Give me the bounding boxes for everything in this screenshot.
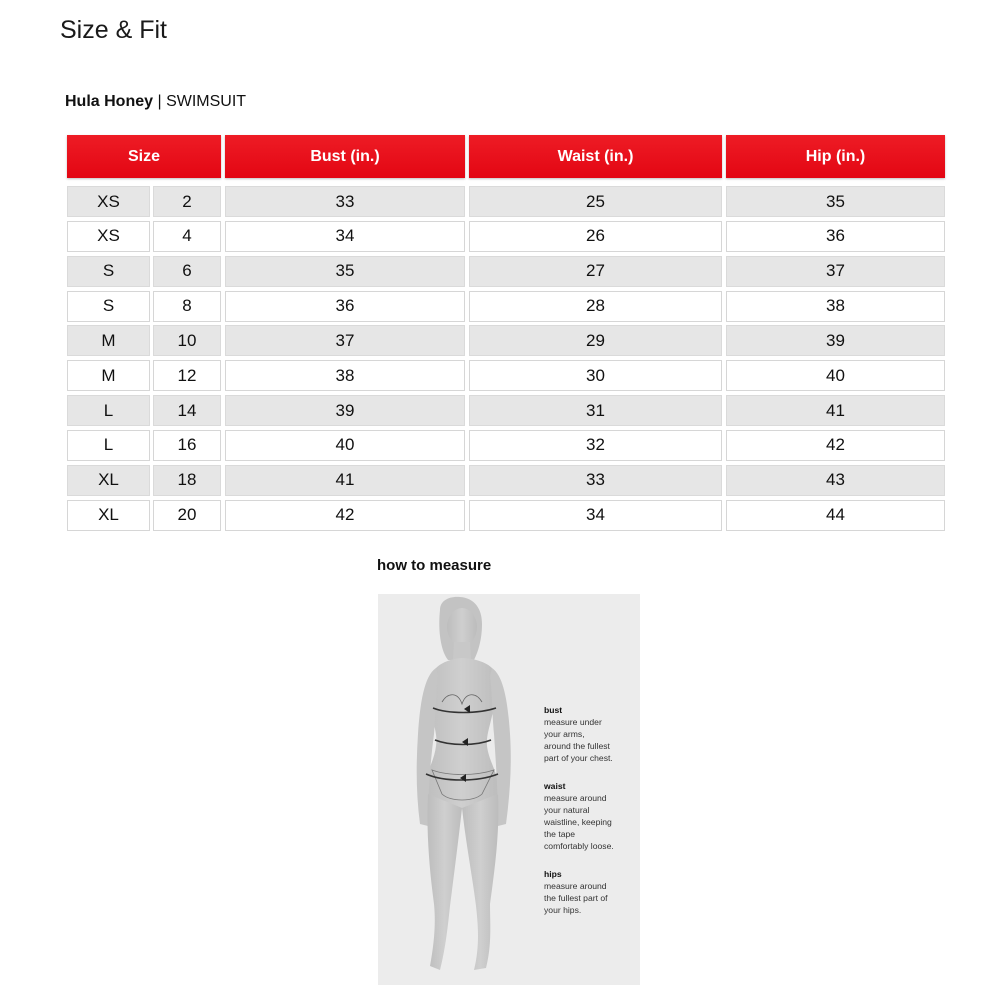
cell-num: 16 <box>153 430 221 461</box>
cell-waist: 26 <box>469 221 722 252</box>
cell-hip: 43 <box>726 465 945 496</box>
cell-size: L <box>67 430 150 461</box>
table-row <box>0 500 1000 531</box>
cell-bust: 38 <box>225 360 465 391</box>
cell-hip: 37 <box>726 256 945 287</box>
cell-hip: 36 <box>726 221 945 252</box>
cell-num: 18 <box>153 465 221 496</box>
header-waist: Waist (in.) <box>469 135 722 178</box>
bust-guide <box>544 704 636 764</box>
cell-waist: 30 <box>469 360 722 391</box>
cell-num: 8 <box>153 291 221 322</box>
hips-guide <box>544 868 636 916</box>
cell-bust: 33 <box>225 186 465 217</box>
cell-hip: 38 <box>726 291 945 322</box>
how-to-measure-panel <box>378 594 640 985</box>
cell-waist: 31 <box>469 395 722 426</box>
guide-line: your arms, <box>544 729 585 739</box>
header-size: Size <box>67 135 221 178</box>
product-line <box>65 93 246 111</box>
brand-name: Hula Honey <box>65 93 154 110</box>
table-row <box>0 256 1000 287</box>
cell-bust: 36 <box>225 291 465 322</box>
guide-line: the fullest part of <box>544 893 608 903</box>
bust-guide-title: bust <box>544 705 563 715</box>
cell-waist: 34 <box>469 500 722 531</box>
cell-hip: 42 <box>726 430 945 461</box>
cell-num: 14 <box>153 395 221 426</box>
cell-bust: 39 <box>225 395 465 426</box>
product-separator: | <box>153 93 167 110</box>
cell-waist: 33 <box>469 465 722 496</box>
waist-guide <box>544 780 636 852</box>
cell-num: 20 <box>153 500 221 531</box>
cell-size: M <box>67 360 150 391</box>
cell-bust: 41 <box>225 465 465 496</box>
cell-waist: 25 <box>469 186 722 217</box>
table-row <box>0 360 1000 391</box>
cell-bust: 37 <box>225 325 465 356</box>
cell-bust: 40 <box>225 430 465 461</box>
cell-size: M <box>67 325 150 356</box>
guide-line: the tape <box>544 829 576 839</box>
cell-size: S <box>67 291 150 322</box>
table-row <box>0 325 1000 356</box>
cell-num: 10 <box>153 325 221 356</box>
cell-size: XL <box>67 500 150 531</box>
table-row <box>0 186 1000 217</box>
guide-line: around the fullest <box>544 741 610 751</box>
cell-waist: 27 <box>469 256 722 287</box>
table-row <box>0 395 1000 426</box>
cell-num: 12 <box>153 360 221 391</box>
cell-hip: 39 <box>726 325 945 356</box>
hips-guide-title: hips <box>544 869 562 879</box>
waist-guide-title: waist <box>544 781 566 791</box>
guide-line: measure under <box>544 717 602 727</box>
cell-bust: 42 <box>225 500 465 531</box>
table-body <box>0 186 1000 534</box>
product-type: SWIMSUIT <box>166 93 247 110</box>
guide-line: measure around <box>544 881 607 891</box>
guide-line: comfortably loose. <box>544 841 614 851</box>
cell-size: XS <box>67 186 150 217</box>
guide-line: your natural <box>544 805 590 815</box>
cell-hip: 35 <box>726 186 945 217</box>
page-title: Size & Fit <box>60 16 167 44</box>
cell-hip: 40 <box>726 360 945 391</box>
guide-line: waistline, keeping <box>544 817 612 827</box>
cell-waist: 28 <box>469 291 722 322</box>
cell-hip: 41 <box>726 395 945 426</box>
how-to-measure-title: how to measure <box>377 557 492 574</box>
cell-waist: 32 <box>469 430 722 461</box>
guide-line: your hips. <box>544 905 582 915</box>
table-row <box>0 430 1000 461</box>
header-bust: Bust (in.) <box>225 135 465 178</box>
cell-size: XS <box>67 221 150 252</box>
cell-bust: 34 <box>225 221 465 252</box>
guide-line: measure around <box>544 793 607 803</box>
cell-waist: 29 <box>469 325 722 356</box>
cell-size: L <box>67 395 150 426</box>
cell-bust: 35 <box>225 256 465 287</box>
guide-line: part of your chest. <box>544 753 613 763</box>
cell-size: XL <box>67 465 150 496</box>
cell-size: S <box>67 256 150 287</box>
cell-hip: 44 <box>726 500 945 531</box>
cell-num: 2 <box>153 186 221 217</box>
header-hip: Hip (in.) <box>726 135 945 178</box>
table-row <box>0 291 1000 322</box>
cell-num: 4 <box>153 221 221 252</box>
table-row <box>0 221 1000 252</box>
table-row <box>0 465 1000 496</box>
cell-num: 6 <box>153 256 221 287</box>
